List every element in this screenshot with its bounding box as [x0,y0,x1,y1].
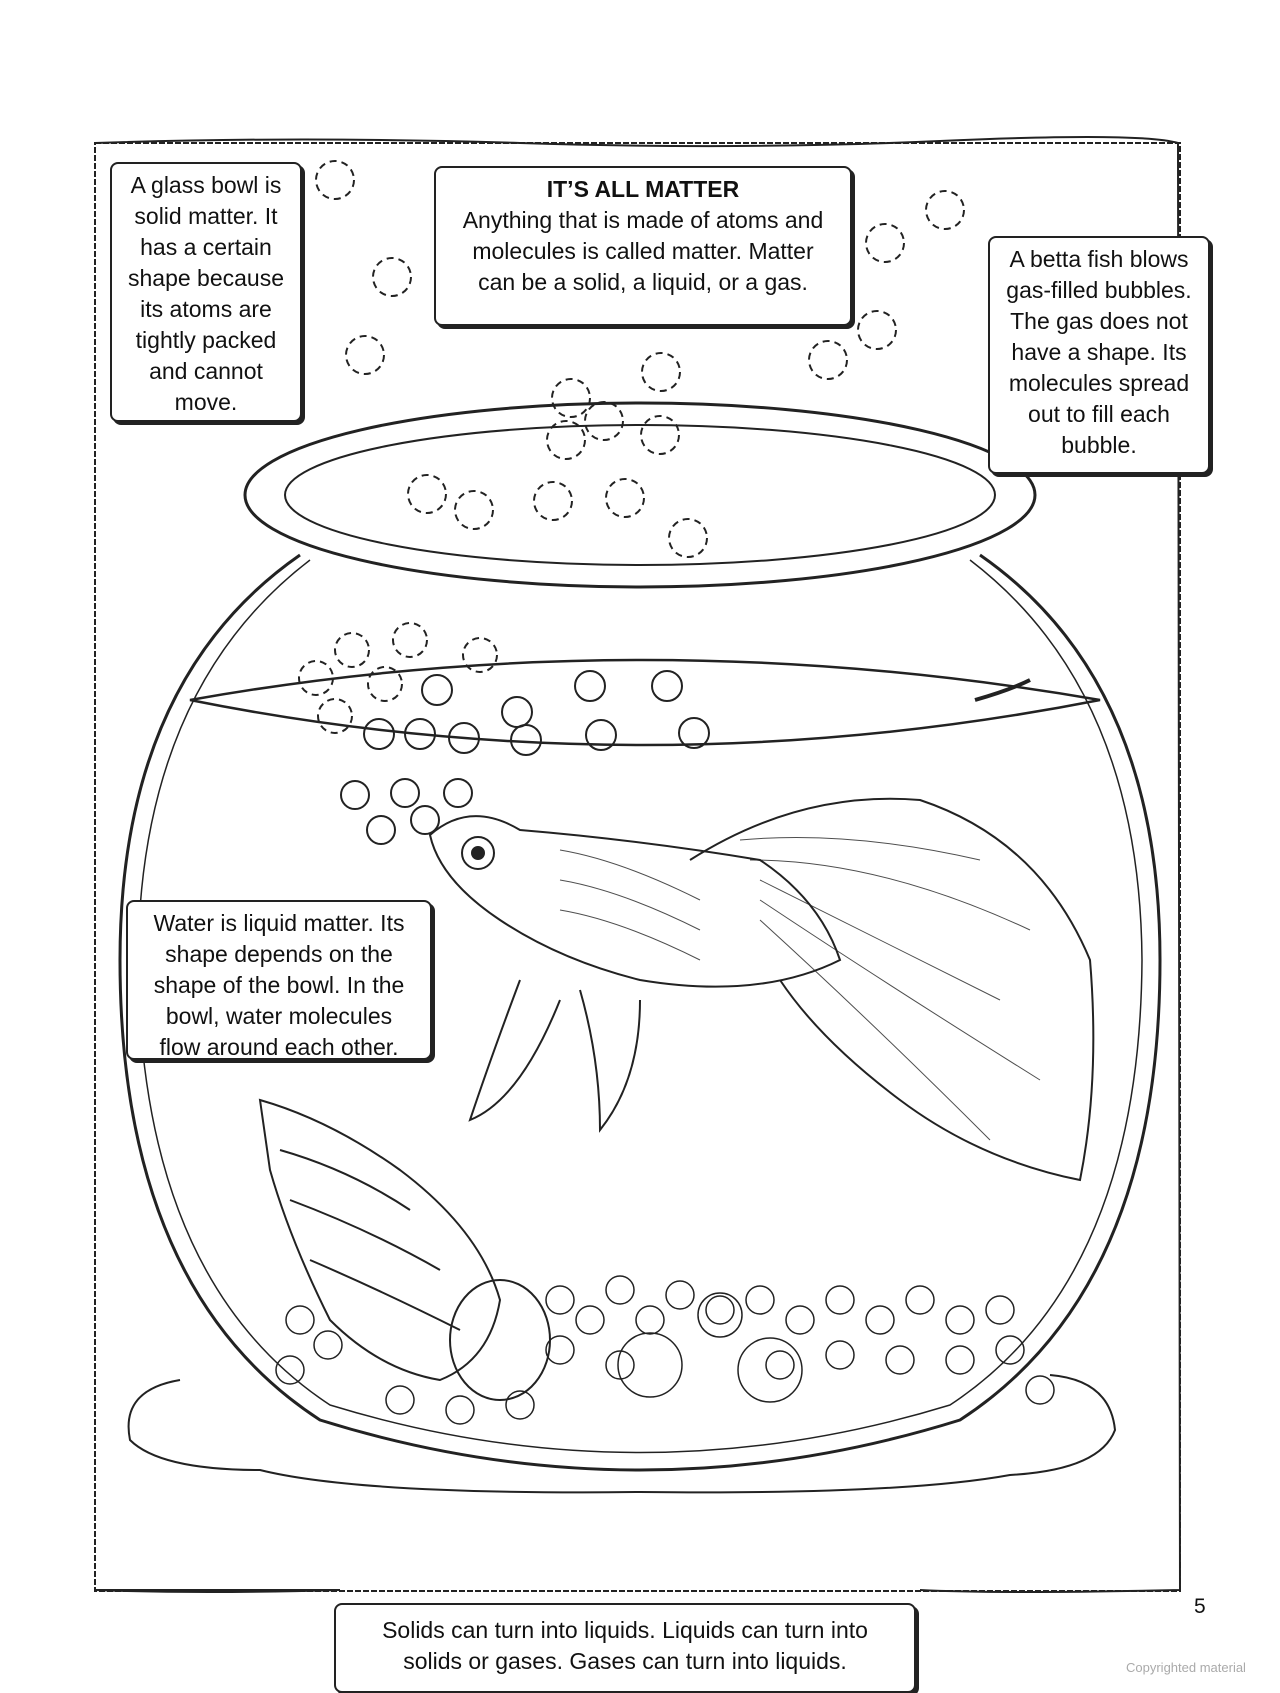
matter-callout-line: molecules is called matter. Matter [472,238,814,264]
gas-callout-line: molecules spread [1008,370,1190,396]
liquid-callout-line: bowl, water molecules [165,1003,393,1029]
gas-callout-line: have a shape. Its [1011,339,1187,365]
solid-callout-line: and cannot [149,358,263,384]
gas-callout-line: The gas does not [1010,308,1188,334]
solid-callout-line: A glass bowl is [130,172,282,198]
solid-callout-line: tightly packed [135,327,277,353]
solid-callout-line: its atoms are [140,296,272,322]
gas-matter-callout [988,236,1210,474]
gas-callout-line: gas-filled bubbles. [1006,277,1192,303]
state-change-callout [334,1603,916,1693]
matter-callout-title: IT’S ALL MATTER [546,176,740,202]
gas-callout-line: out to fill each [1028,401,1170,427]
matter-callout-line: can be a solid, a liquid, or a gas. [478,269,808,295]
copyright-notice: Copyrighted material [1126,1660,1246,1675]
betta-fish-icon [430,799,1093,1180]
solid-callout-line: shape because [127,265,284,291]
matter-callout [434,166,852,326]
solid-callout-line: move. [174,389,238,415]
gas-callout-line: A betta fish blows [1009,246,1189,272]
gas-callout-line: bubble. [1061,432,1137,458]
liquid-callout-line: shape depends on the [165,941,393,967]
bowl-rim-inner [285,425,995,565]
matter-callout-line: Anything that is made of atoms and [462,207,824,233]
solid-matter-callout [110,162,302,422]
change-callout-line: solids or gases. Gases can turn into liquids. [403,1648,847,1674]
liquid-callout-line: Water is liquid matter. Its [153,910,405,936]
change-callout-line: Solids can turn into liquids. Liquids can turn into [382,1617,868,1643]
solid-callout-line: solid matter. It [134,203,278,229]
liquid-callout-line: shape of the bowl. In the [153,972,405,998]
liquid-matter-callout [126,900,432,1060]
bowl-rim-outer [245,403,1035,587]
solid-callout-line: has a certain [140,234,272,260]
snail-shell-icon [260,1100,550,1400]
page-number: 5 [1194,1595,1206,1618]
water-surface [190,660,1100,745]
liquid-callout-line: flow around each other. [159,1034,399,1060]
